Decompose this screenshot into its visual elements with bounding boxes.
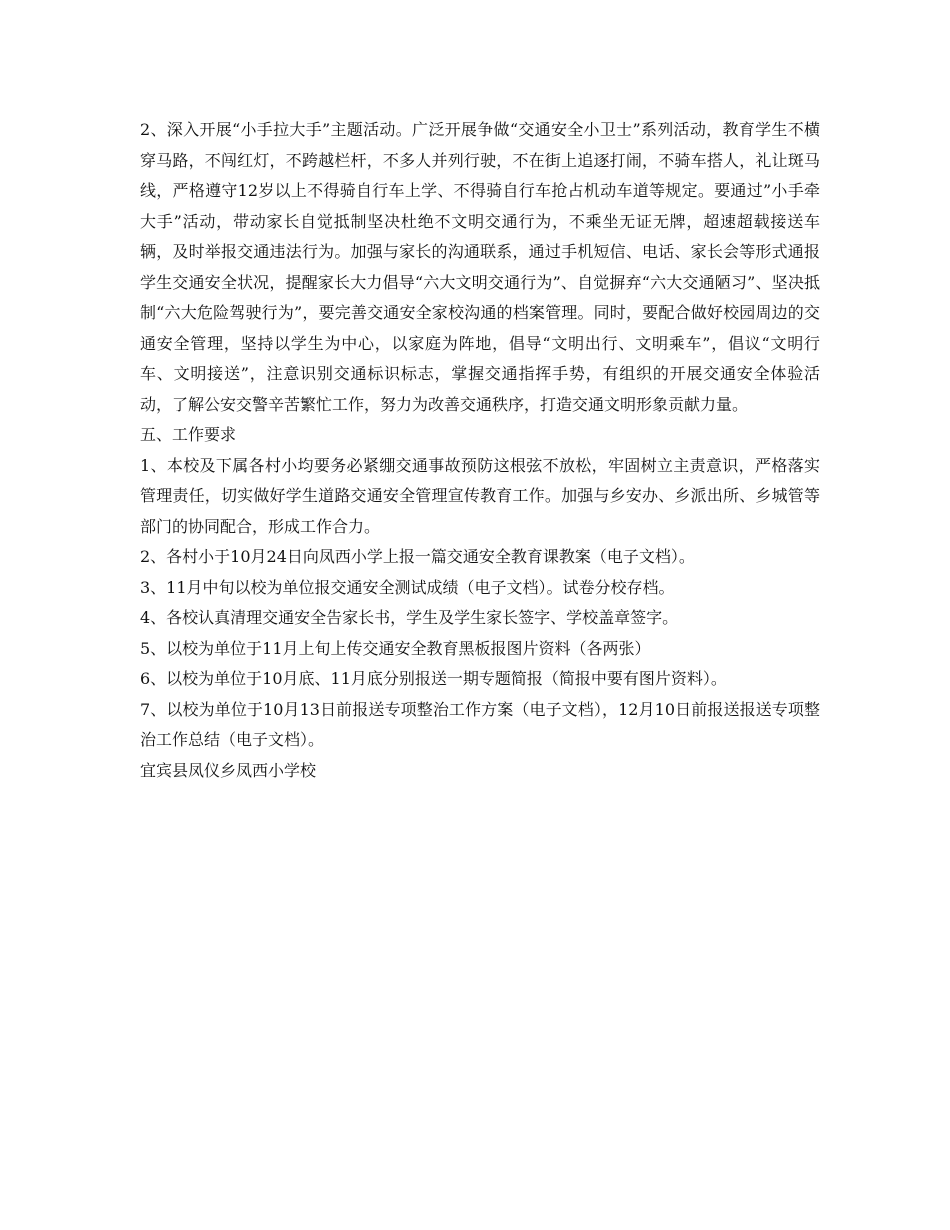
section-heading-requirements: 五、工作要求 <box>140 425 237 444</box>
requirement-item-7: 7、以校为单位于10月13日前报送专项整治工作方案（电子文档），12月10日前报送报送专项整治工作总结（电子文档）。 <box>140 699 820 749</box>
school-signature: 宜宾县凤仪乡凤西小学校 <box>140 760 317 780</box>
paragraph-activity-2: 2、深入开展“小手拉大手”主题活动。广泛开展争做“交通安全小卫士”系列活动，教育学生不横穿马路，不闯红灯，不跨越栏杆，不多人并列行驶，不在街上追逐打闹，不骑车搭人，礼让斑马线，严格遵守12岁以上不得骑自行车上学、不得骑自行车抢占机动车道等规定。要通过”小手牵大手”活动，带动家长自觉抵制坚决杜绝不文明交通行为，不乘坐无证无牌，超速超载接送车辆，及时举报交通违法行为。加强与家长的沟通联系，通过手机短信、电话、家长会等形式通报学生交通安全状况，提醒家长大力倡导“六大文明交通行为”、自觉摒弃“六大交通陋习”、坚决抵制“六大危险驾驶行为”，要完善交通安全家校沟通的档案管理。同时，要配合做好校园周边的交通安全管理，坚持以学生为中心，以家庭为阵地，倡导“文明出行、文明乘车”，倡议“文明行车、文明接送”，注意识别交通标识标志，掌握交通指挥手势，有组织的开展交通安全体验活动，了解公安交警辛苦繁忙工作，努力为改善交通秩序，打造交通文明形象贡献力量。 <box>140 120 820 414</box>
requirement-item-2: 2、各村小于10月24日向凤西小学上报一篇交通安全教育课教案（电子文档）。 <box>140 547 695 566</box>
requirement-item-4: 4、各校认真清理交通安全告家长书，学生及学生家长签字、学校盖章签字。 <box>140 608 679 627</box>
requirement-item-1: 1、本校及下属各村小均要务必紧绷交通事故预防这根弦不放松，牢固树立主责意识，严格落实管理责任，切实做好学生道路交通安全管理宣传教育工作。加强与乡安办、乡派出所、乡城管等部门的协同配合，形成工作合力。 <box>140 455 820 536</box>
document-body <box>140 115 820 786</box>
requirement-item-3: 3、11月中旬以校为单位报交通安全测试成绩（电子文档）。试卷分校存档。 <box>140 577 675 597</box>
requirement-item-6: 6、以校为单位于10月底、11月底分别报送一期专题简报（简报中要有图片资料）。 <box>140 669 727 688</box>
requirement-item-5: 5、以校为单位于11月上旬上传交通安全教育黑板报图片资料（各两张） <box>140 638 651 658</box>
